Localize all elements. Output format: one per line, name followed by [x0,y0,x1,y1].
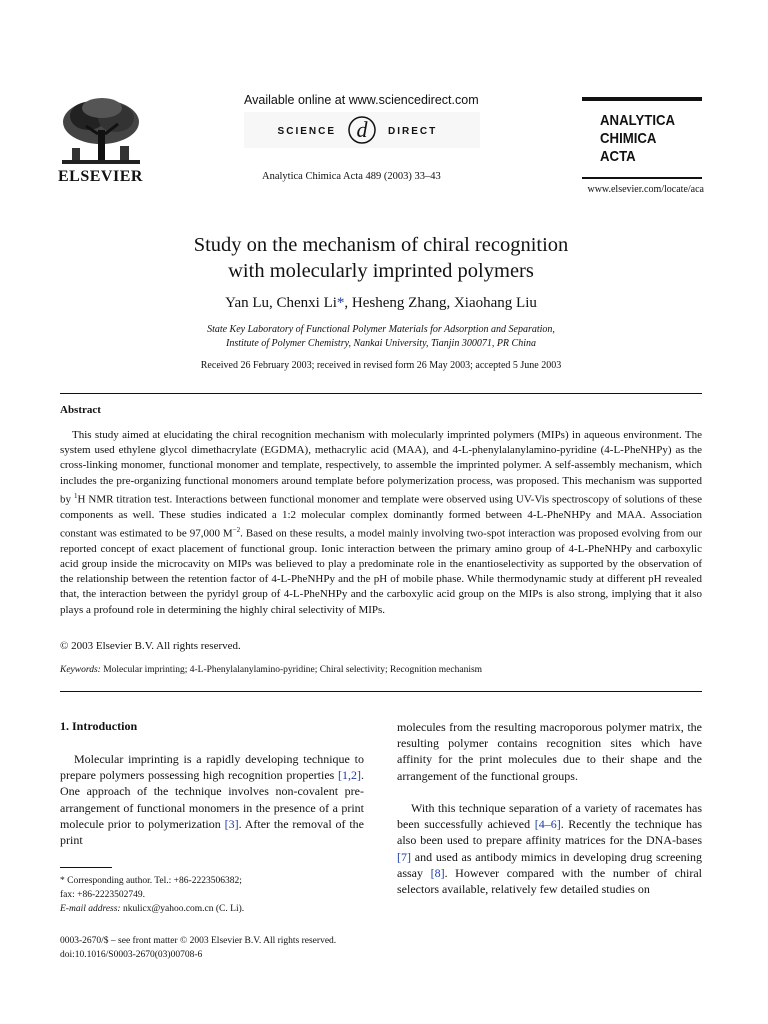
journal-name [600,112,675,166]
citation-link[interactable]: [3] [224,816,239,831]
citation-link[interactable]: [1,2] [338,768,361,783]
keywords-label: Keywords: [60,665,101,675]
affiliation-line: Institute of Polymer Chemistry, Nankai University, Tianjin 300071, PR China [226,338,536,349]
affiliation-line: State Key Laboratory of Functional Polymer Materials for Adsorption and Separation, [207,324,555,335]
citation-link[interactable]: [7] [397,849,411,864]
publisher-name: ELSEVIER [58,168,143,185]
doi-line: doi:10.1016/S0003-2670(03)00708-6 [60,950,203,960]
body-text: Molecular imprinting is a rapidly developing technique to prepare polymers possessing high recognition properties [60,752,364,783]
article-title [0,232,762,284]
authors-text: Yan Lu, Chenxi Li [225,295,337,311]
elsevier-tree-logo [58,96,144,168]
intro-column-left [60,751,364,848]
corresponding-author-footnote [60,874,244,916]
keywords-text: Molecular imprinting; 4-L-Phenylalanylamino-pyridine; Chiral selectivity; Recognition mechanism [100,665,483,675]
body-text: and used as antibody mimics in developing drug screening assay [397,849,702,880]
footnote-line: * Corresponding author. Tel.: +86-2223506382; [60,876,242,886]
abstract-text-segment: . Based on these results, a model mainly involving two-spot interaction was proposed evolving from our reported concept of exact placement of functional group. Ionic interaction between the primary amino group of 4-L-PheNHPy and carboxylic acid group inside the microcavity on MIPs was believed to play a predominate role in the enantioselectivity as supported by the observation of the relationship between the retention factor of 4-L-PheNHPy and the pH of mobile phase. While thermodynamic study at different pH revealed that, the interaction between the pyridyl group of 4-L-PheNHPy and the carboxylic acid group on the MIPs is also strong, implying that it also plays a profound role in determining the highly chiral selectivity of MIPs. [60,527,702,616]
body-text: . One approach of the technique involves non-covalent pre-arrangement of functional monomers in the presence of a print molecule prior to polymerization [60,768,364,831]
journal-name-line: CHIMICA [600,130,657,147]
citation-link[interactable]: [8] [430,865,445,880]
divider [60,691,702,692]
journal-reference: Analytica Chimica Acta 489 (2003) 33–43 [262,171,441,182]
issn-doi-block [60,934,336,962]
citation-link[interactable]: [4–6] [534,817,561,832]
sd-logo-left-text: SCIENCE [277,126,336,137]
abstract-text-segment: This study aimed at elucidating the chiral recognition mechanism with molecularly imprinted polymers (MIPs) in aqueous environment. The system used ethylene glycol dimethacrylate (EGDMA), methacrylic acid (MAA), and 4-L-phenylalanylamino-pyridine (4-L-PheNHPy) as the cross-linking monomer, functional monomer and template, respectively, to assemble the imprinted polymer. A self-assembly mechanism, which includes the pre-organizing functional monomers around template before polymerization process, was proposed. This mechanism was supported by [60,429,702,506]
intro-column-right-paragraph: molecules from the resulting macroporous polymer matrix, the resulting polymer contains recognition sites which have affinity for the print molecules due to their shape and the arrangement of the functional groups. [397,720,702,783]
abstract-copyright: © 2003 Elsevier B.V. All rights reserved. [60,640,241,652]
footnote-line: fax: +86-2223502749. [60,890,146,900]
body-text: . However compared with the number of chiral selectors available, relatively few detailed studies on [397,865,702,897]
affiliation [0,323,762,351]
journal-url-link[interactable]: www.elsevier.com/locate/aca [587,184,704,195]
authors-text: , Hesheng Zhang, Xiaohang Liu [344,295,537,311]
journal-name-line: ANALYTICA [600,112,676,129]
corresponding-author-link[interactable]: * [336,295,345,311]
abstract-superscript: 1 [73,491,78,500]
abstract-text [60,428,702,618]
footnote-divider [60,867,112,868]
article-title-line: Study on the mechanism of chiral recognition [193,234,569,256]
intro-column-right-paragraph [397,800,702,897]
keywords [60,665,702,675]
issn-line: 0003-2670/$ – see front matter © 2003 Elsevier B.V. All rights reserved. [60,936,337,946]
email-label: E-mail address: [60,904,121,914]
available-online-text: Available online at www.sciencedirect.com [244,93,479,107]
abstract-text-segment: H NMR titration test. Interactions between functional monomer and template were observed using UV-Vis spectroscopy of solutions of these components as well. These studies indicated a 1:2 molecular complex dominantly formed between 4-L-PheNHPy and MAA. Association constant was estimated to be 97,000 M [60,493,702,540]
article-history-dates: Received 26 February 2003; received in revised form 26 May 2003; accepted 5 June 2003 [200,360,562,371]
abstract-heading: Abstract [60,404,101,416]
body-text: . Recently the technique has also been used to prepare affinity matrices for the DNA-bases [397,817,702,848]
sd-logo-right-text: DIRECT [388,126,438,137]
journal-name-line: ACTA [600,148,636,165]
abstract-superscript: −2 [232,525,241,534]
svg-text:d: d [356,117,368,142]
body-text: With this technique separation of a variety of racemates has been successfully achieved [397,801,702,832]
article-title-line: with molecularly imprinted polymers [228,260,534,282]
email-address: nkulicx@yahoo.com.cn (C. Li). [120,904,245,914]
author-list [0,295,762,312]
body-text: . After the removal of the print [60,816,364,848]
section-heading-introduction: 1. Introduction [60,719,138,733]
sciencedirect-logo [244,112,480,148]
divider [60,393,702,394]
